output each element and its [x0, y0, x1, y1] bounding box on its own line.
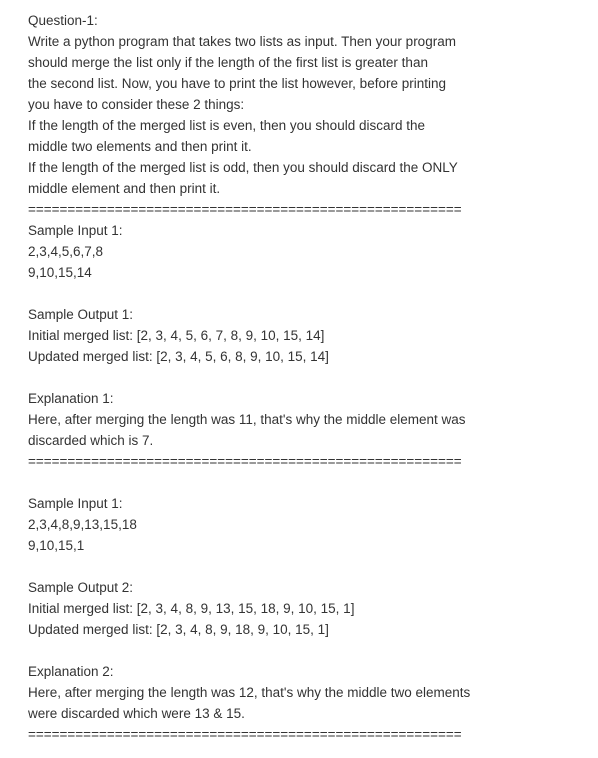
blank-line [28, 367, 588, 388]
condition-even-line: If the length of the merged list is even, then you should discard the [28, 118, 425, 133]
question-heading: Question-1: [28, 13, 98, 28]
condition-even-line: middle two elements and then print it. [28, 139, 252, 154]
explanation-2-text: Here, after merging the length was 12, that's why the middle two elements [28, 685, 471, 700]
explanation-1-text: discarded which is 7. [28, 433, 154, 448]
sample-output-2-heading: Sample Output 2: [28, 580, 134, 595]
sample-output-1-heading: Sample Output 1: [28, 307, 134, 322]
sample-output-2-updated: Updated merged list: [2, 3, 4, 8, 9, 18, 9, 10, 15, 1] [28, 622, 329, 637]
blank-line [28, 556, 588, 577]
condition-odd-line: If the length of the merged list is odd, then you should discard the ONLY [28, 160, 458, 175]
blank-line [28, 283, 588, 304]
blank-line [28, 472, 588, 493]
separator-line: ======================================================= [28, 202, 462, 217]
sample-input-1-list-a: 2,3,4,5,6,7,8 [28, 244, 104, 259]
sample-input-2-heading: Sample Input 1: [28, 496, 123, 511]
explanation-2-heading: Explanation 2: [28, 664, 114, 679]
sample-output-1-updated: Updated merged list: [2, 3, 4, 5, 6, 8, 9, 10, 15, 14] [28, 349, 329, 364]
problem-statement-line: the second list. Now, you have to print the list however, before printing [28, 76, 446, 91]
explanation-2-text: were discarded which were 13 & 15. [28, 706, 245, 721]
explanation-1-heading: Explanation 1: [28, 391, 114, 406]
problem-statement-line: you have to consider these 2 things: [28, 97, 245, 112]
sample-input-1-list-b: 9,10,15,14 [28, 265, 92, 280]
problem-statement-line: should merge the list only if the length of the first list is greater than [28, 55, 428, 70]
blank-line [28, 640, 588, 661]
sample-output-2-initial: Initial merged list: [2, 3, 4, 8, 9, 13, 15, 18, 9, 10, 15, 1] [28, 601, 355, 616]
separator-line: ======================================================= [28, 454, 462, 469]
sample-output-1-initial: Initial merged list: [2, 3, 4, 5, 6, 7, 8, 9, 10, 15, 14] [28, 328, 325, 343]
sample-input-1-heading: Sample Input 1: [28, 223, 123, 238]
explanation-1-text: Here, after merging the length was 11, that's why the middle element was [28, 412, 466, 427]
sample-input-2-list-a: 2,3,4,8,9,13,15,18 [28, 517, 137, 532]
question-document [28, 10, 588, 745]
problem-statement-line: Write a python program that takes two lists as input. Then your program [28, 34, 456, 49]
condition-odd-line: middle element and then print it. [28, 181, 221, 196]
sample-input-2-list-b: 9,10,15,1 [28, 538, 85, 553]
separator-line: ======================================================= [28, 727, 462, 742]
